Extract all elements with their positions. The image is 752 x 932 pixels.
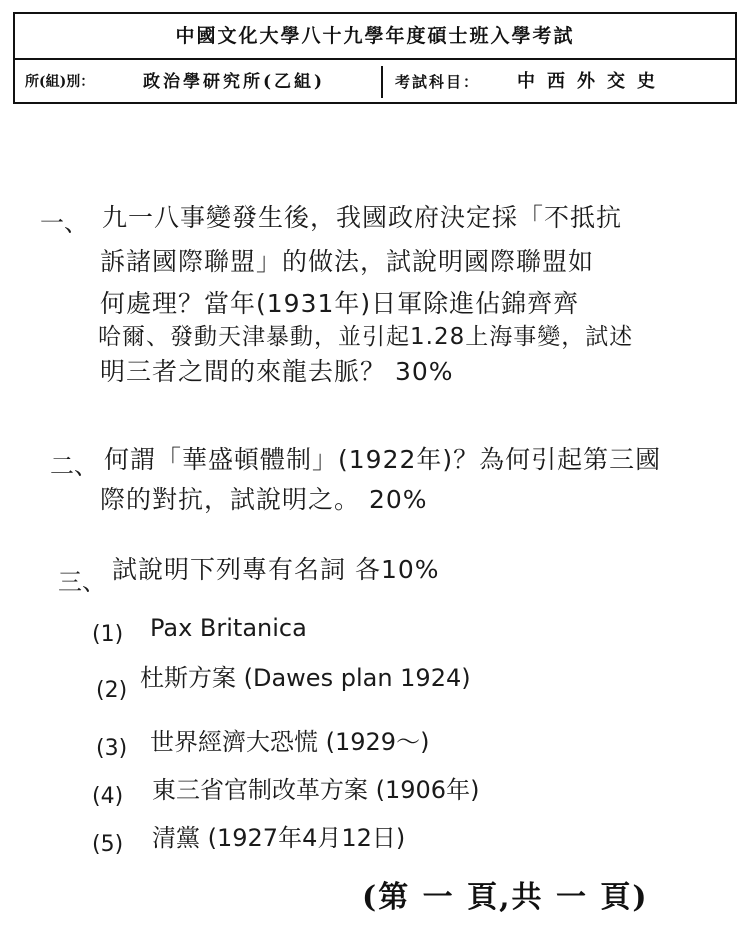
header-divider: [381, 66, 383, 98]
term-3-text: 世界經濟大恐慌 (1929～): [150, 728, 430, 756]
page-footer: (第 一 頁,共 一 頁): [362, 880, 649, 915]
department-value: 政治學研究所(乙組): [143, 72, 326, 92]
department-label: 所(組)別：: [25, 74, 95, 90]
term-5-text: 清黨 (1927年4月12日): [152, 824, 406, 852]
question-1-line-1: 九一八事變發生後，我國政府決定採「不抵抗: [102, 203, 623, 232]
question-1-number: 一、: [40, 209, 88, 237]
term-2-text: 杜斯方案 (Dawes plan 1924): [140, 664, 471, 692]
question-2-line-1: 何謂「華盛頓體制」(1922年)？為何引起第三國: [104, 445, 662, 474]
header-info-row: [15, 60, 735, 104]
term-2-label: (2): [96, 678, 128, 703]
term-1-text: Pax Britanica: [150, 614, 307, 642]
term-4-label: (4): [92, 784, 124, 809]
question-2-number: 二、: [50, 452, 98, 480]
term-5-label: (5): [92, 832, 124, 857]
subject-label: 考試科目：: [395, 73, 481, 91]
exam-header: [13, 12, 737, 104]
term-1-label: (1): [92, 622, 124, 647]
exam-title: 中國文化大學八十九學年度碩士班入學考試: [15, 14, 735, 60]
question-1-line-5: 明三者之間的來龍去脈？ 30%: [100, 357, 454, 386]
question-3-number: 三、: [58, 568, 106, 596]
question-1-line-2: 訴諸國際聯盟」的做法，試說明國際聯盟如: [100, 247, 595, 276]
question-3-line-1: 試說明下列專有名詞 各10%: [112, 555, 440, 584]
question-1-line-3: 何處理？當年(1931年)日軍除進佔錦齊齊: [100, 289, 580, 318]
question-2-line-2: 際的對抗，試說明之。 20%: [100, 485, 428, 514]
term-4-text: 東三省官制改革方案 (1906年): [152, 776, 480, 804]
question-1-line-4: 哈爾、發動天津暴動，並引起1.28上海事變，試述: [98, 324, 634, 350]
term-3-label: (3): [96, 736, 128, 761]
subject-value: 中西外交史: [517, 71, 667, 92]
